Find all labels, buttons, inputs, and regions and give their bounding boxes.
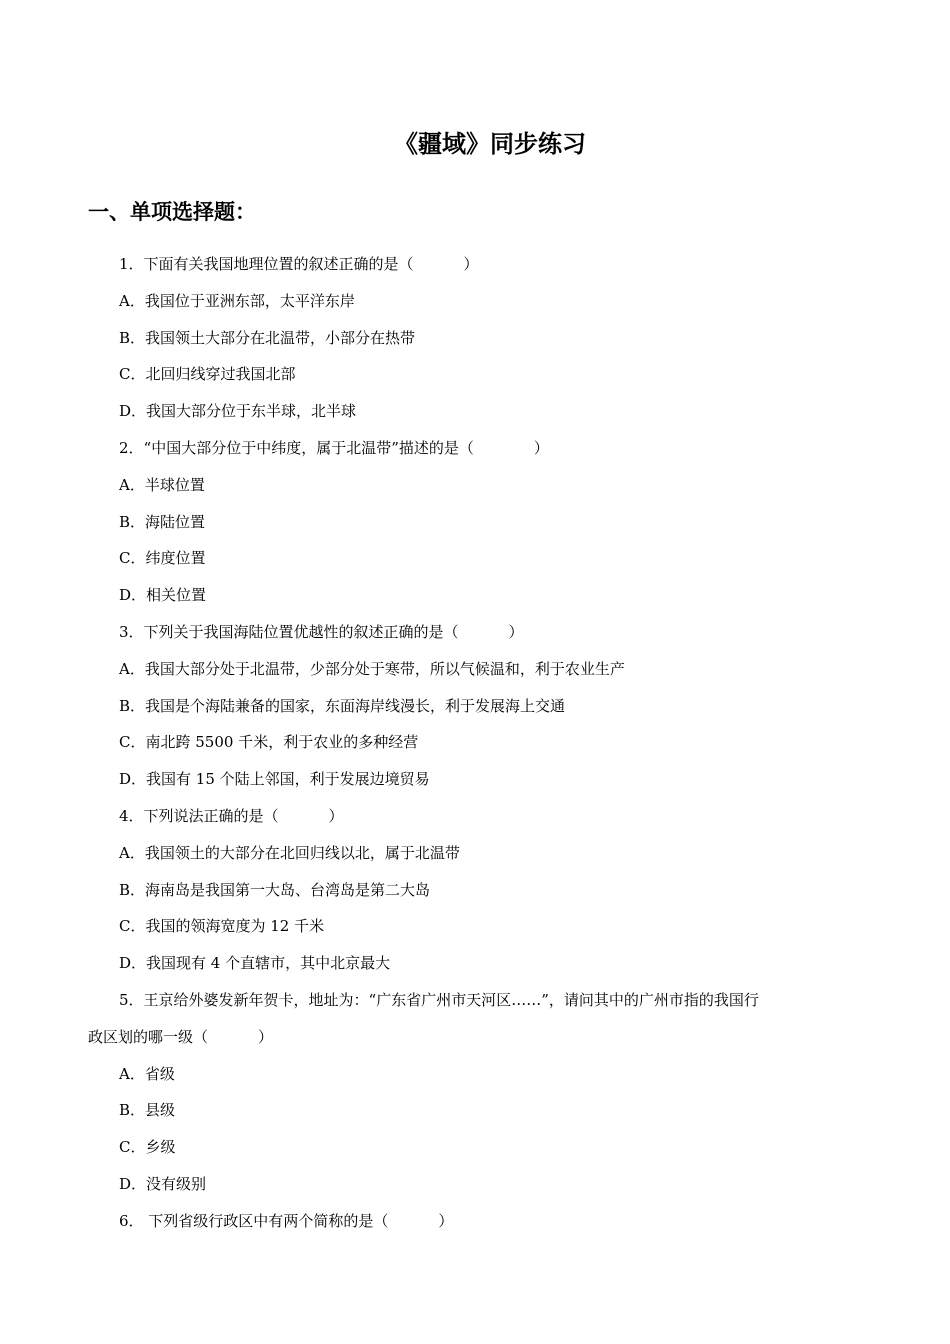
question-4-option-b: B．海南岛是我国第一大岛、台湾岛是第二大岛 xyxy=(119,880,431,899)
question-6-stem: 6． 下列省级行政区中有两个简称的是（ ） xyxy=(119,1211,454,1230)
question-3-option-a: A．我国大部分处于北温带，少部分处于寒带，所以气候温和，利于农业生产 xyxy=(119,659,625,678)
question-5-option-a: A．省级 xyxy=(119,1064,175,1083)
question-4-option-d: D．我国现有 4 个直辖市，其中北京最大 xyxy=(119,954,391,973)
question-2-option-c: C．纬度位置 xyxy=(119,549,206,568)
question-1-option-c: C．北回归线穿过我国北部 xyxy=(119,365,296,384)
question-list xyxy=(88,246,863,1240)
question-5-stem: 5．王京给外婆发新年贺卡，地址为：“广东省广州市天河区……”，请问其中的广州市指的我国行 xyxy=(119,990,759,1009)
question-4-option-c: C．我国的领海宽度为 12 千米 xyxy=(119,917,325,936)
question-2-option-b: B．海陆位置 xyxy=(119,512,206,531)
question-5-option-c: C．乡级 xyxy=(119,1138,176,1157)
question-5-option-b: B．县级 xyxy=(119,1101,176,1120)
question-4-stem: 4．下列说法正确的是（ ） xyxy=(119,806,344,825)
question-3-option-c: C．南北跨 5500 千米，利于农业的多种经营 xyxy=(119,733,419,752)
question-3-option-b: B．我国是个海陆兼备的国家，东面海岸线漫长，利于发展海上交通 xyxy=(119,696,566,715)
question-2-option-d: D．相关位置 xyxy=(119,586,207,605)
question-1-stem: 1．下面有关我国地理位置的叙述正确的是（ ） xyxy=(119,255,479,273)
question-2-stem: 2．“中国大部分位于中纬度，属于北温带”描述的是（ ） xyxy=(119,438,549,457)
question-5-stem-continuation: 政区划的哪一级（ ） xyxy=(88,1027,274,1046)
section-heading: 一、单项选择题： xyxy=(88,200,256,224)
question-5-option-d: D．没有级别 xyxy=(119,1174,207,1193)
question-3-stem: 3．下列关于我国海陆位置优越性的叙述正确的是（ ） xyxy=(119,622,524,641)
question-1-option-d: D．我国大部分位于东半球，北半球 xyxy=(119,402,357,421)
document-title: 《疆域》同步练习 xyxy=(394,130,586,158)
question-2-option-a: A．半球位置 xyxy=(119,475,205,494)
question-1-option-b: B．我国领土大部分在北温带，小部分在热带 xyxy=(119,328,416,347)
question-1-option-a: A．我国位于亚洲东部，太平洋东岸 xyxy=(119,291,355,310)
question-4-option-a: A．我国领土的大部分在北回归线以北，属于北温带 xyxy=(119,843,460,862)
question-3-option-d: D．我国有 15 个陆上邻国，利于发展边境贸易 xyxy=(119,770,430,789)
